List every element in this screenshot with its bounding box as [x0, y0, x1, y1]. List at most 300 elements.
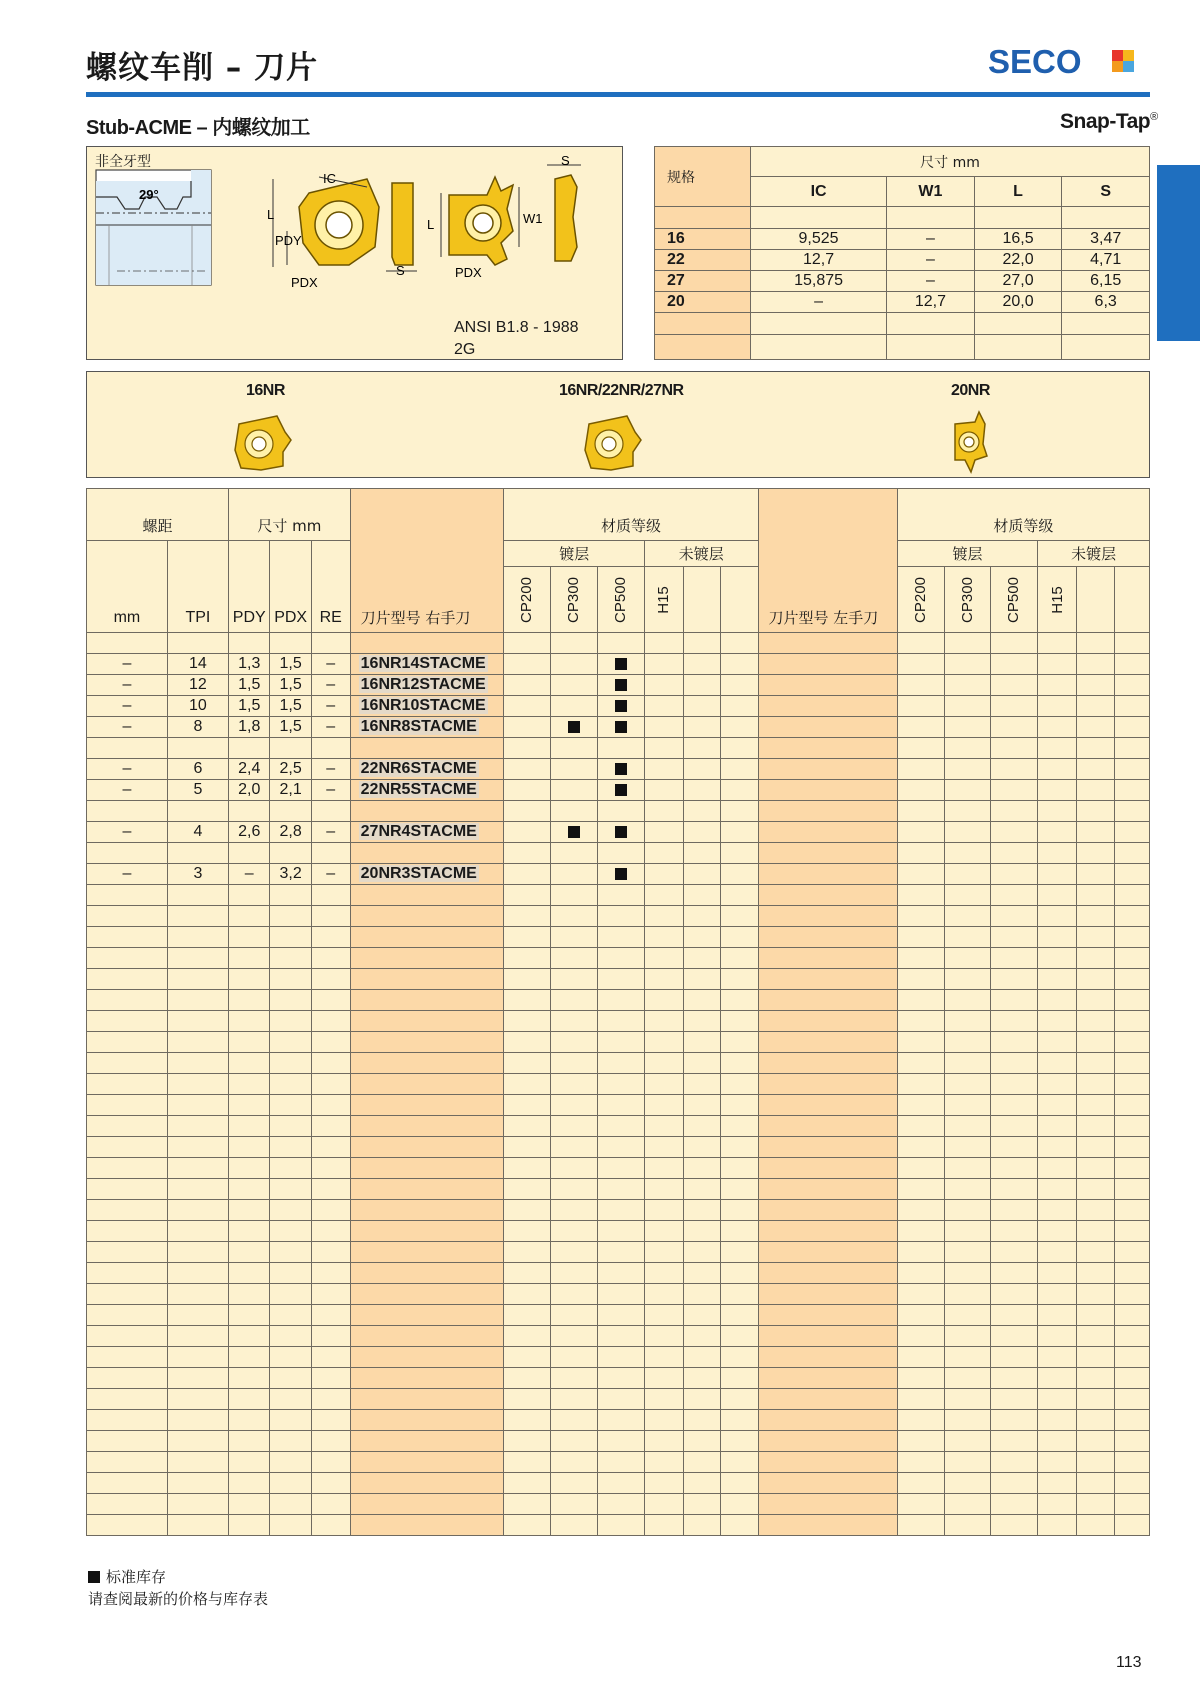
cell-grade-right — [645, 1473, 684, 1494]
cell-re — [311, 1431, 350, 1452]
insert-thumbnails — [86, 371, 1150, 478]
cell-grade-left — [1038, 990, 1077, 1011]
cell-tpi: 14 — [167, 654, 228, 675]
cell-left-hand-code — [758, 1473, 897, 1494]
dim-row — [655, 271, 1150, 292]
cell-grade-left — [1038, 1494, 1077, 1515]
cell-mm: – — [87, 864, 168, 885]
cell-mm: – — [87, 717, 168, 738]
table-row — [87, 948, 1150, 969]
cell-grade-left — [1077, 1116, 1114, 1137]
cell-grade-right — [551, 1116, 598, 1137]
cell-grade-left — [991, 990, 1038, 1011]
table-row — [87, 717, 1150, 738]
cell-grade-left — [1038, 1221, 1077, 1242]
cell-pdy — [229, 1494, 270, 1515]
cell-pdy — [229, 801, 270, 822]
cell-tpi: 3 — [167, 864, 228, 885]
cell-grade-right — [504, 1074, 551, 1095]
cell-grade-right — [504, 1410, 551, 1431]
cell-mm — [87, 801, 168, 822]
cell-tpi — [167, 1368, 228, 1389]
cell-grade-right — [721, 864, 758, 885]
cell-pdx — [270, 1473, 311, 1494]
cell-grade-left — [897, 1116, 944, 1137]
cell-grade-left — [897, 1053, 944, 1074]
cell-grade-right — [645, 1389, 684, 1410]
cell-left-hand-code — [758, 1221, 897, 1242]
cell-grade-right — [645, 738, 684, 759]
cell-tpi — [167, 1389, 228, 1410]
cell-grade-right — [504, 1515, 551, 1536]
dim-l-label: L — [267, 207, 275, 222]
cell-grade-right — [504, 906, 551, 927]
cell-grade-left — [1114, 1452, 1149, 1473]
pdy-header: PDY — [229, 541, 270, 633]
cell-right-hand-code — [350, 1452, 504, 1473]
cell-grade-left — [897, 1389, 944, 1410]
cell-grade-left — [1114, 843, 1149, 864]
cell-grade-left — [897, 843, 944, 864]
cell-left-hand-code — [758, 1515, 897, 1536]
cell-grade-left — [1114, 1368, 1149, 1389]
cell-grade-left — [1038, 1473, 1077, 1494]
cell-right-hand-code — [350, 1284, 504, 1305]
profile-label: 非全牙型 — [95, 154, 151, 170]
cell-left-hand-code — [758, 1284, 897, 1305]
cell-re — [311, 1137, 350, 1158]
cell-grade-left — [944, 1515, 991, 1536]
cell-grade-left — [1077, 1053, 1114, 1074]
cell-left-hand-code — [758, 1368, 897, 1389]
cell-left-hand-code — [758, 780, 897, 801]
cell-grade-right — [684, 717, 721, 738]
cell-pdy — [229, 1263, 270, 1284]
cell-grade-left — [991, 717, 1038, 738]
cell-left-hand-code — [758, 675, 897, 696]
cell-grade-right — [598, 1137, 645, 1158]
cell-grade-left — [944, 1095, 991, 1116]
cell-grade-left — [944, 654, 991, 675]
cell-left-hand-code — [758, 1200, 897, 1221]
cell-grade-right — [504, 843, 551, 864]
dim-s-label-1: S — [396, 263, 405, 278]
cell-left-hand-code — [758, 1389, 897, 1410]
cell-grade-right — [504, 1242, 551, 1263]
logo-square-yellow — [1123, 50, 1134, 61]
cell-grade-left — [991, 1221, 1038, 1242]
cell-grade-right — [551, 1347, 598, 1368]
cell-right-hand-code — [350, 1410, 504, 1431]
cell-grade-left — [1077, 1011, 1114, 1032]
table-row — [87, 801, 1150, 822]
cell-re: – — [311, 864, 350, 885]
cell-grade-right — [684, 990, 721, 1011]
cell-grade-right — [551, 1410, 598, 1431]
cell-grade-left — [897, 1074, 944, 1095]
cell-tpi: 6 — [167, 759, 228, 780]
cell-grade-left — [944, 906, 991, 927]
col-w1: W1 — [887, 177, 975, 207]
dimension-header: 尺寸 mm — [229, 489, 351, 541]
insert-dimension-table — [654, 146, 1150, 360]
cell-s: 6,3 — [1062, 292, 1150, 313]
cell-grade-right — [551, 633, 598, 654]
cell-pdy: 1,3 — [229, 654, 270, 675]
cell-grade-left — [944, 990, 991, 1011]
cell-grade-left — [1038, 1284, 1077, 1305]
cell-grade-right — [504, 654, 551, 675]
cell-grade-left — [1114, 1305, 1149, 1326]
cell-tpi — [167, 1116, 228, 1137]
cell-grade-left — [897, 1032, 944, 1053]
cell-grade-right — [504, 1221, 551, 1242]
cell-grade-right — [645, 801, 684, 822]
cell-grade-left — [991, 843, 1038, 864]
cell-grade-right — [645, 1410, 684, 1431]
cell-grade-left — [897, 696, 944, 717]
cell-grade-left — [991, 696, 1038, 717]
seco-logo — [988, 43, 1148, 80]
cell-grade-left — [897, 906, 944, 927]
cell-pdx: 1,5 — [270, 654, 311, 675]
grade-header-left: 材质等级 — [897, 489, 1149, 541]
cell-grade-left — [1038, 1158, 1077, 1179]
cell-grade-left — [1038, 927, 1077, 948]
cell-grade-left — [1077, 654, 1114, 675]
insert-16nr-22nr-27nr-image — [583, 412, 645, 474]
cell-grade-right — [551, 801, 598, 822]
cell-grade-left — [944, 1032, 991, 1053]
cell-grade-right — [551, 1263, 598, 1284]
dim-row — [655, 250, 1150, 271]
cell-grade-right — [551, 969, 598, 990]
cell-grade-right — [721, 885, 758, 906]
cell-grade-left — [1038, 654, 1077, 675]
cell-grade-left — [991, 1473, 1038, 1494]
cell-tpi — [167, 1032, 228, 1053]
cell-grade-left — [1077, 1368, 1114, 1389]
spacer-cell — [751, 313, 887, 335]
cell-grade-right — [721, 1515, 758, 1536]
cell-grade-left — [1077, 801, 1114, 822]
cell-grade-right — [598, 1431, 645, 1452]
cell-grade-left — [991, 759, 1038, 780]
cell-re — [311, 1032, 350, 1053]
cell-tpi — [167, 1284, 228, 1305]
cell-grade-left — [897, 1011, 944, 1032]
cell-pdx — [270, 1410, 311, 1431]
cell-grade-right — [551, 1284, 598, 1305]
cell-pdx: 2,5 — [270, 759, 311, 780]
cell-grade-right — [598, 1242, 645, 1263]
cell-grade-right — [721, 1158, 758, 1179]
cell-tpi — [167, 927, 228, 948]
cell-grade-right — [598, 1158, 645, 1179]
cell-grade-right — [645, 906, 684, 927]
cell-pdx — [270, 1053, 311, 1074]
cell-tpi — [167, 1494, 228, 1515]
table-row — [87, 1263, 1150, 1284]
cell-grade-left — [991, 1305, 1038, 1326]
spacer-cell — [974, 313, 1062, 335]
cell-grade-right — [598, 1179, 645, 1200]
cell-right-hand-code — [350, 864, 504, 885]
insert-20nr-image — [949, 410, 993, 476]
cell-grade-right — [551, 1221, 598, 1242]
cell-tpi — [167, 1011, 228, 1032]
cell-grade-right — [645, 1095, 684, 1116]
cell-left-hand-code — [758, 801, 897, 822]
cell-pdy — [229, 1242, 270, 1263]
cell-grade-left — [1038, 1179, 1077, 1200]
grade-h15-left — [1038, 567, 1077, 633]
cell-grade-left — [1038, 1053, 1077, 1074]
table-row — [87, 1032, 1150, 1053]
cell-grade-left — [1114, 1326, 1149, 1347]
stock-square-icon — [615, 784, 627, 796]
cell-grade-left — [991, 1137, 1038, 1158]
cell-grade-left — [1077, 1179, 1114, 1200]
cell-l: 22,0 — [974, 250, 1062, 271]
cell-tpi — [167, 1074, 228, 1095]
spacer-cell — [751, 335, 887, 360]
cell-mm — [87, 1011, 168, 1032]
grade-cp200-right — [504, 567, 551, 633]
cell-pdx — [270, 1284, 311, 1305]
cell-pdx — [270, 1200, 311, 1221]
cell-grade-left — [944, 948, 991, 969]
cell-grade-left — [1077, 1263, 1114, 1284]
spacer-cell — [655, 335, 751, 360]
cell-grade-right — [645, 1074, 684, 1095]
cell-right-hand-code — [350, 1515, 504, 1536]
cell-grade-left — [991, 864, 1038, 885]
cell-grade-left — [1114, 1494, 1149, 1515]
cell-grade-left — [991, 1410, 1038, 1431]
cell-grade-left — [944, 759, 991, 780]
cell-mm — [87, 885, 168, 906]
cell-grade-left — [897, 654, 944, 675]
cell-grade-left — [897, 1200, 944, 1221]
cell-grade-right — [684, 1200, 721, 1221]
cell-grade-right — [598, 1095, 645, 1116]
cell-grade-left — [1038, 906, 1077, 927]
cell-grade-right — [598, 696, 645, 717]
cell-re — [311, 1242, 350, 1263]
cell-grade-right — [721, 1200, 758, 1221]
cell-tpi — [167, 906, 228, 927]
cell-grade-left — [944, 822, 991, 843]
cell-grade-left — [897, 990, 944, 1011]
cell-grade-right — [645, 759, 684, 780]
cell-grade-left — [897, 1242, 944, 1263]
cell-grade-right — [504, 696, 551, 717]
cell-re — [311, 948, 350, 969]
cell-grade-right — [721, 1326, 758, 1347]
cell-grade-right — [721, 675, 758, 696]
cell-grade-left — [991, 738, 1038, 759]
cell-grade-right — [721, 1431, 758, 1452]
cell-grade-left — [944, 1200, 991, 1221]
cell-left-hand-code — [758, 654, 897, 675]
insert-code: 16NR8STACME — [360, 718, 477, 735]
cell-grade-right — [504, 1179, 551, 1200]
cell-grade-left — [1114, 780, 1149, 801]
cell-grade-right — [551, 654, 598, 675]
cell-grade-left — [1114, 1158, 1149, 1179]
col-s: S — [1062, 177, 1150, 207]
cell-grade-right — [721, 717, 758, 738]
cell-grade-right — [721, 1095, 758, 1116]
cell-grade-right — [721, 738, 758, 759]
cell-grade-right — [645, 633, 684, 654]
cell-grade-left — [1114, 1515, 1149, 1536]
legend — [88, 1566, 268, 1610]
cell-grade-right — [721, 906, 758, 927]
cell-pdy — [229, 1158, 270, 1179]
uncoated-header-left: 未镀层 — [1038, 541, 1150, 567]
thumb-label-16nr-22nr-27nr: 16NR/22NR/27NR — [559, 382, 684, 399]
cell-mm — [87, 1368, 168, 1389]
cell-grade-right — [551, 1053, 598, 1074]
cell-right-hand-code — [350, 885, 504, 906]
cell-grade-left — [1114, 633, 1149, 654]
cell-grade-right — [551, 1179, 598, 1200]
cell-grade-right — [684, 822, 721, 843]
cell-grade-left — [944, 801, 991, 822]
cell-tpi — [167, 1410, 228, 1431]
insert-code: 16NR14STACME — [360, 655, 486, 672]
cell-grade-left — [1038, 969, 1077, 990]
cell-w1: – — [887, 229, 975, 250]
cell-grade-left — [1077, 969, 1114, 990]
cell-right-hand-code — [350, 780, 504, 801]
cell-grade-right — [551, 822, 598, 843]
cell-grade-left — [897, 759, 944, 780]
cell-tpi — [167, 948, 228, 969]
cell-grade-left — [1114, 948, 1149, 969]
mm-header: mm — [87, 541, 168, 633]
cell-grade-right — [504, 864, 551, 885]
cell-grade-right — [721, 1347, 758, 1368]
grade-empty — [684, 567, 721, 633]
cell-grade-right — [504, 1032, 551, 1053]
cell-mm — [87, 843, 168, 864]
grade-cp200-left — [897, 567, 944, 633]
cell-grade-right — [504, 927, 551, 948]
cell-grade-left — [1077, 1347, 1114, 1368]
cell-grade-left — [1038, 1410, 1077, 1431]
spacer-cell — [1062, 313, 1150, 335]
cell-grade-left — [1114, 654, 1149, 675]
cell-mm: – — [87, 675, 168, 696]
cell-left-hand-code — [758, 1305, 897, 1326]
cell-grade-right — [551, 675, 598, 696]
cell-grade-right — [598, 1452, 645, 1473]
cell-left-hand-code — [758, 1242, 897, 1263]
cell-grade-right — [721, 1452, 758, 1473]
cell-grade-right — [684, 906, 721, 927]
cell-left-hand-code — [758, 1494, 897, 1515]
cell-re — [311, 738, 350, 759]
cell-pdx — [270, 1305, 311, 1326]
cell-left-hand-code — [758, 1158, 897, 1179]
cell-s: 4,71 — [1062, 250, 1150, 271]
cell-grade-right — [504, 1431, 551, 1452]
cell-pdy — [229, 1368, 270, 1389]
cell-grade-left — [1077, 822, 1114, 843]
cell-grade-left — [897, 885, 944, 906]
table-row — [87, 1137, 1150, 1158]
table-row — [87, 1410, 1150, 1431]
cell-grade-right — [598, 654, 645, 675]
cell-grade-left — [897, 1137, 944, 1158]
stock-square-icon — [88, 1571, 100, 1583]
cell-grade-left — [897, 864, 944, 885]
cell-tpi: 12 — [167, 675, 228, 696]
cell-grade-left — [944, 1053, 991, 1074]
table-row — [87, 1200, 1150, 1221]
cell-grade-left — [991, 1347, 1038, 1368]
cell-right-hand-code — [350, 801, 504, 822]
stock-square-icon — [615, 658, 627, 670]
cell-grade-left — [1077, 864, 1114, 885]
cell-grade-left — [1114, 738, 1149, 759]
cell-grade-left — [1038, 1305, 1077, 1326]
cell-re — [311, 1515, 350, 1536]
cell-right-hand-code — [350, 927, 504, 948]
cell-grade-left — [1077, 885, 1114, 906]
cell-tpi — [167, 1347, 228, 1368]
cell-grade-left — [1077, 906, 1114, 927]
cell-pdx: 3,2 — [270, 864, 311, 885]
cell-grade-right — [721, 1032, 758, 1053]
spacer-cell — [751, 207, 887, 229]
cell-grade-left — [1114, 1179, 1149, 1200]
cell-grade-left — [991, 1494, 1038, 1515]
cell-mm — [87, 1305, 168, 1326]
cell-grade-right — [645, 654, 684, 675]
cell-grade-left — [1114, 1137, 1149, 1158]
cell-re — [311, 927, 350, 948]
dim-row — [655, 229, 1150, 250]
standard-line-1: ANSI B1.8 - 1988 — [454, 319, 579, 336]
grade-empty — [1114, 567, 1149, 633]
cell-grade-right — [551, 738, 598, 759]
cell-grade-right — [598, 1410, 645, 1431]
table-row — [87, 633, 1150, 654]
cell-left-hand-code — [758, 864, 897, 885]
cell-grade-right — [551, 1452, 598, 1473]
cell-grade-left — [1077, 675, 1114, 696]
cell-grade-right — [684, 1116, 721, 1137]
cell-mm — [87, 1242, 168, 1263]
cell-grade-right — [551, 1032, 598, 1053]
cell-grade-left — [944, 633, 991, 654]
insert-16nr-image — [233, 412, 295, 474]
cell-grade-left — [944, 1431, 991, 1452]
cell-grade-right — [645, 1158, 684, 1179]
cell-grade-left — [1114, 885, 1149, 906]
spacer-cell — [1062, 207, 1150, 229]
cell-grade-right — [645, 948, 684, 969]
cell-pdy — [229, 1431, 270, 1452]
cell-grade-right — [684, 1515, 721, 1536]
cell-grade-right — [598, 990, 645, 1011]
grade-header-right: 材质等级 — [504, 489, 758, 541]
cell-tpi — [167, 1137, 228, 1158]
